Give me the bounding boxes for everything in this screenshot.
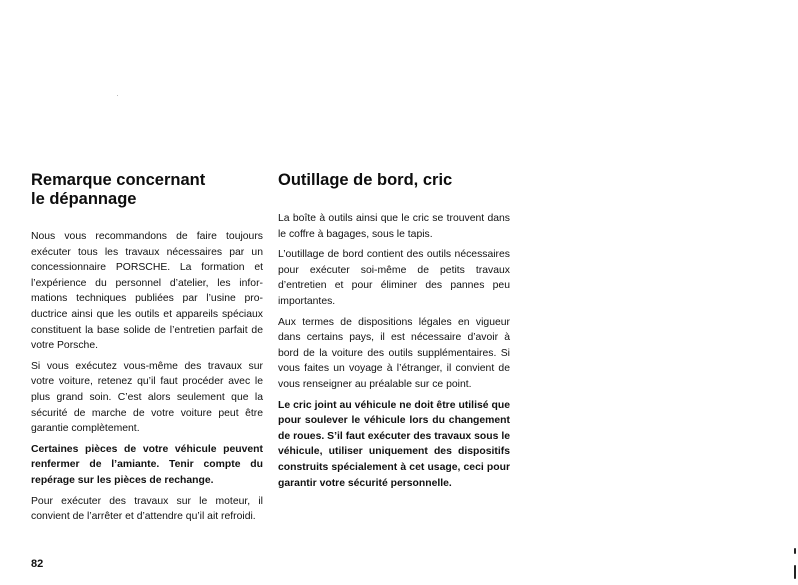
heading-line-1: Outillage de bord, cric	[278, 171, 453, 189]
paragraph-self-repair: Si vous exécutez vous-même des travaux sur votre voiture, retenez qu’il faut procéder avec le plus grand soin. C’est alors seulement que la sécurité de marche de votre voiture peut être garantie complètement.	[31, 360, 263, 435]
paragraph-legal-requirements: Aux termes de dispositions légales en vigueur dans certains pays, il est nécessaire d’avoir à bord de la voiture des outils supplémentaires. Si vous faites un voyage à l’étranger, il convient de vous renseigner au préalable sur ce point.	[278, 316, 510, 390]
page-number: 82	[31, 558, 44, 570]
binding-edge-mark	[794, 565, 796, 579]
section-heading	[278, 171, 510, 190]
section-heading	[31, 171, 263, 209]
paragraph-toolbox-location: La boîte à outils ainsi que le cric se trouvent dans le coffre à bagages, sous le tapis.	[278, 213, 510, 240]
section-tools-jack	[278, 171, 510, 496]
scan-speck	[117, 95, 118, 96]
paragraph-tool-kit-contents: L’outillage de bord contient des outils nécessaires pour exécuter soi-même de petits travaux d’entretien et pour éliminer des pannes peu importantes.	[278, 249, 510, 307]
heading-line-2: le dépannage	[31, 190, 137, 208]
heading-line-1: Remarque concernant	[31, 171, 206, 189]
binding-edge-mark	[794, 548, 796, 554]
paragraph-asbestos-warning: Certaines pièces de votre véhicule peuvent renfermer de l’amiante. Tenir compte du repérage sur les pièces de rechange.	[31, 443, 263, 486]
section-troubleshooting	[31, 171, 263, 530]
paragraph-engine-cooling: Pour exécuter des travaux sur le moteur, il convient de l’arrêter et d’attendre qu’il ait refroidi.	[31, 495, 263, 523]
paragraph-dealer-recommendation: Nous vous recommandons de faire toujours exécuter tous les travaux nécessaires par un concessionnaire PORSCHE. La formation et l’expérience du personnel d’atelier, les informations techniques publiées par l’usine productrice ainsi que les outils et appareils spéciaux constituent la base solide de l’entretien parfait de votre Porsche.	[31, 231, 263, 352]
paragraph-jack-warning: Le cric joint au véhicule ne doit être utilisé que pour soulever le véhicule lors du changement de roues. S’il faut exécuter des travaux sous le véhicule, utiliser uniquement des dispositifs construits spécialement à cet usage, ceci pour garantir votre sécurité personnelle.	[278, 399, 510, 489]
